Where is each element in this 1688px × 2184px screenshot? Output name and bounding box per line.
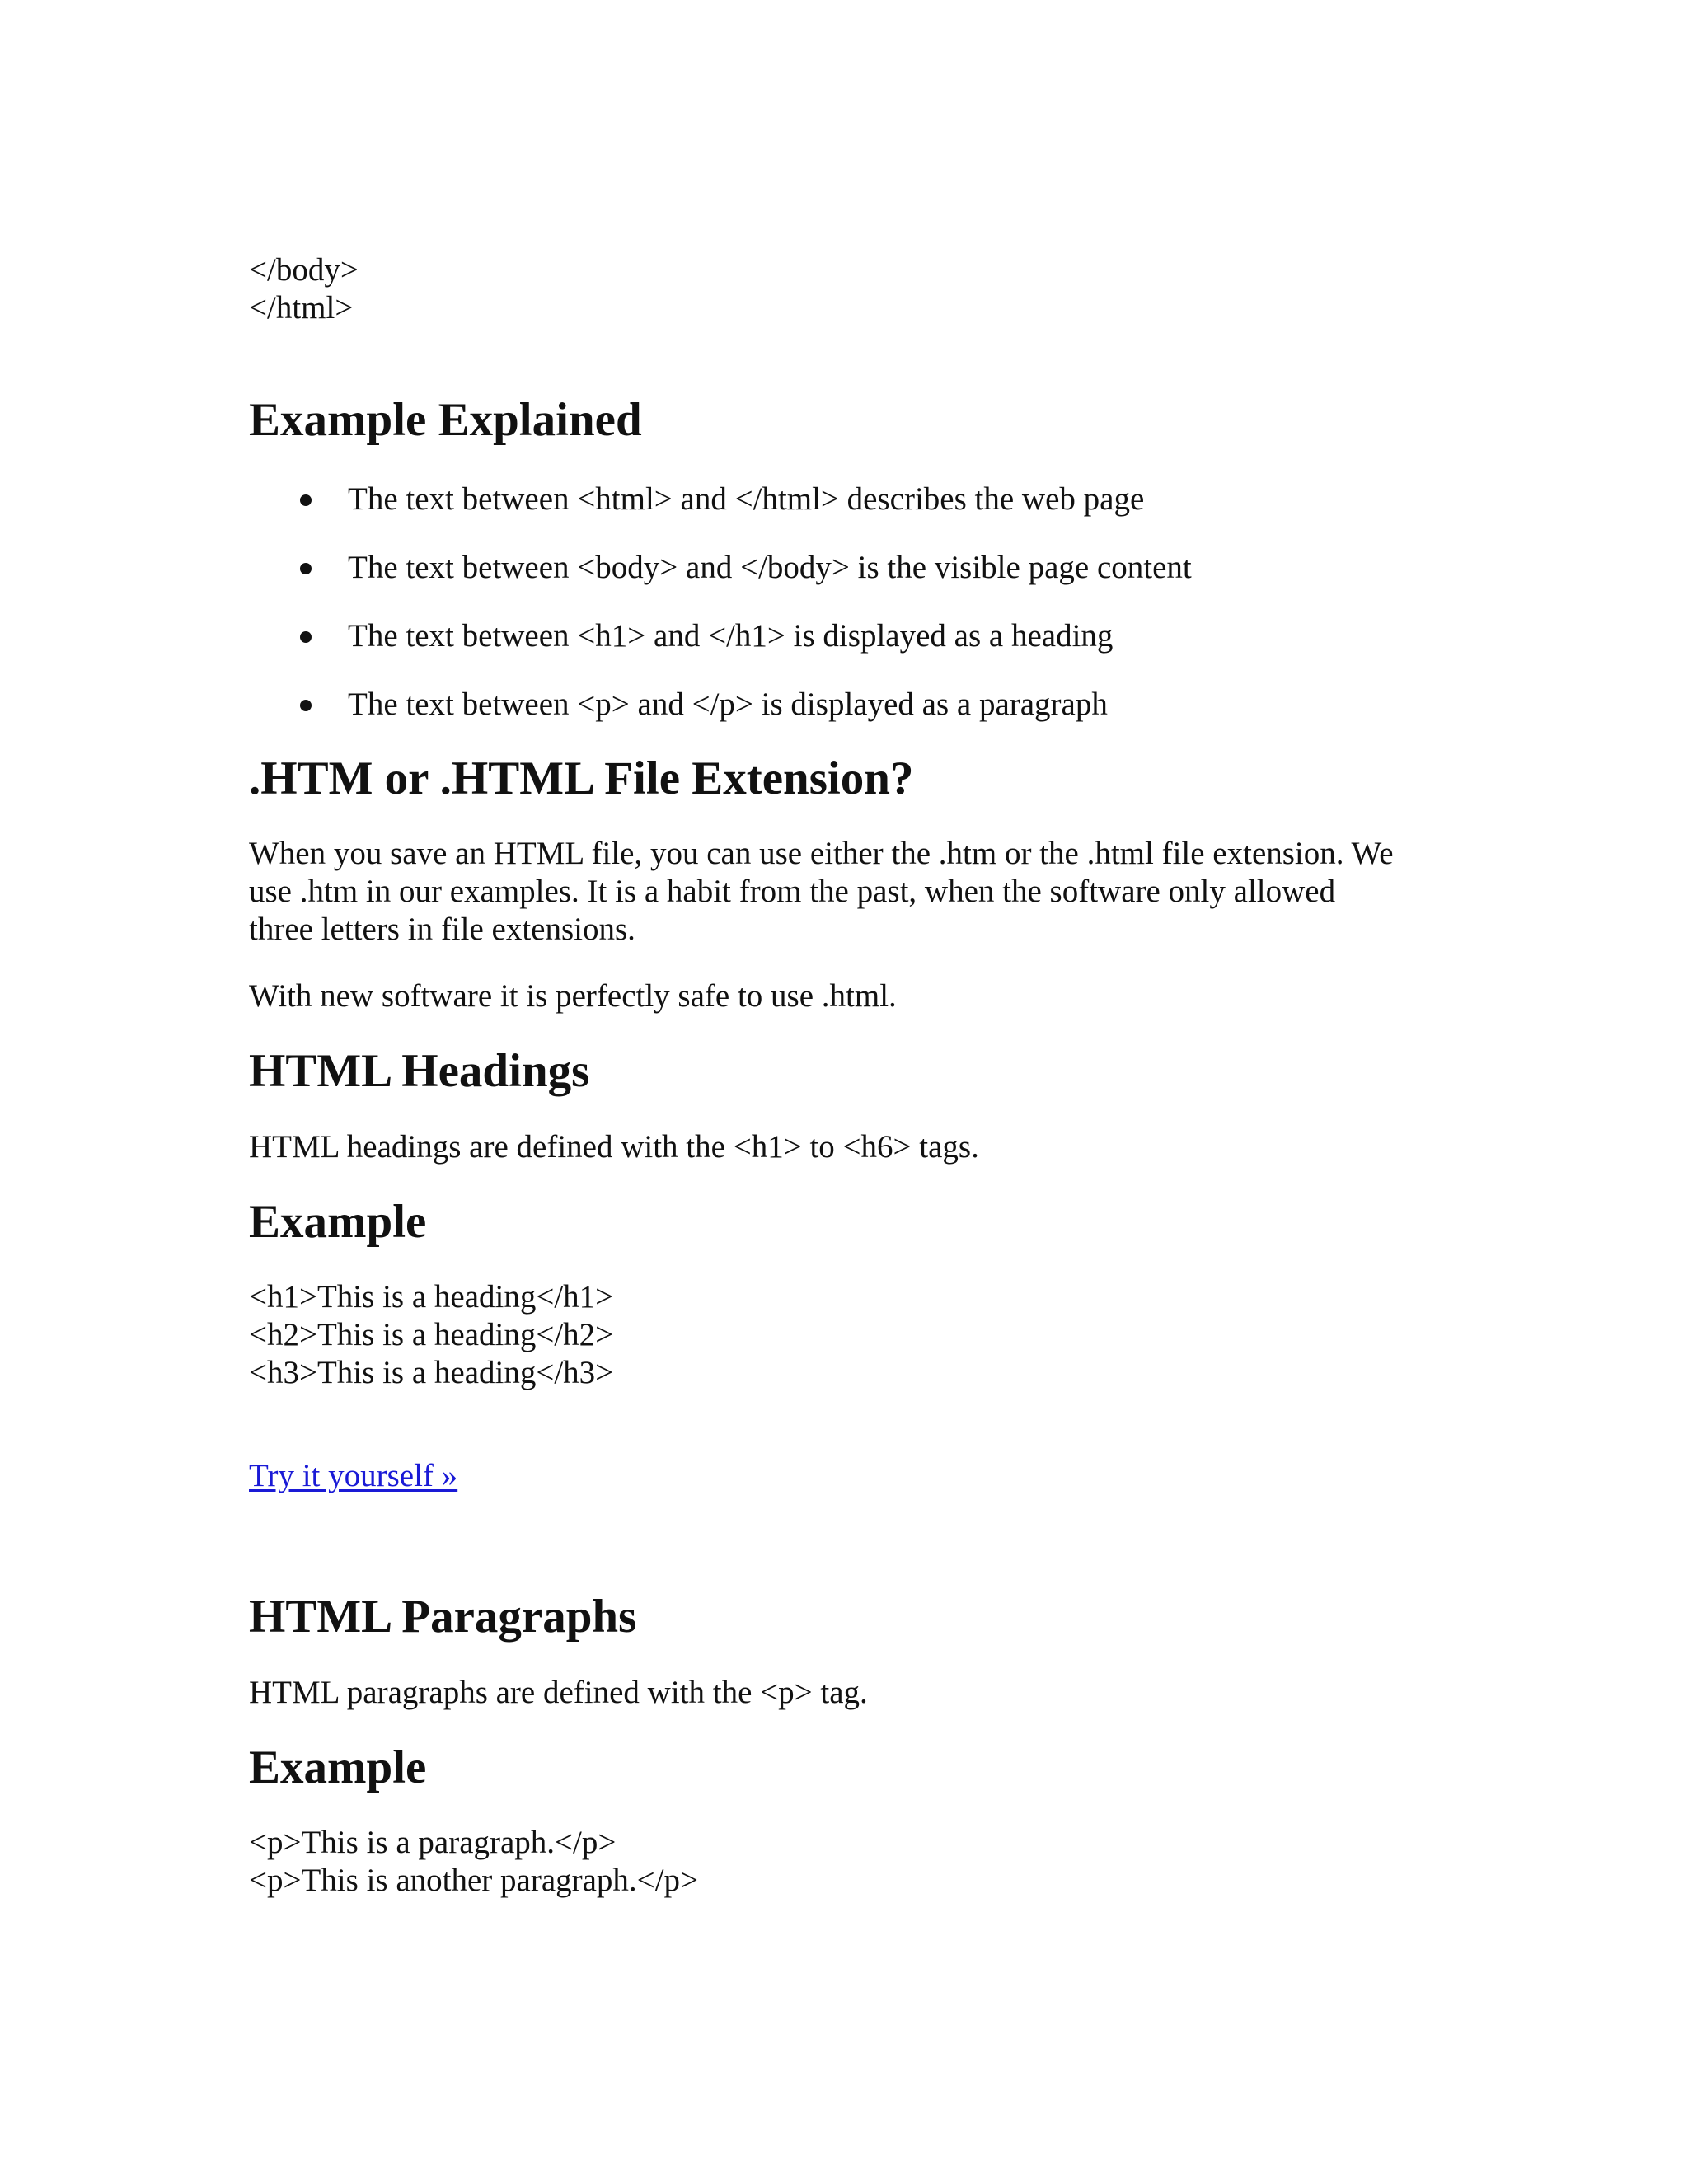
code-line: <p>This is another paragraph.</p>: [249, 1863, 699, 1898]
code-line: <p>This is a paragraph.</p>: [249, 1825, 617, 1860]
code-line: <h2>This is a heading</h2>: [249, 1317, 614, 1352]
paragraph-line: use .htm in our examples. It is a habit from the past, when the software only allowed: [249, 874, 1336, 909]
bullet-icon: [300, 563, 312, 574]
code-line: </body>: [249, 252, 359, 288]
code-line: <h3>This is a heading</h3>: [249, 1355, 614, 1390]
list-item-text: The text between <p> and </p> is displayed as a paragraph: [348, 687, 1108, 722]
paragraph: HTML paragraphs are defined with the <p> tag.: [249, 1675, 868, 1710]
paragraph-line: When you save an HTML file, you can use either the .htm or the .html file extension. We: [249, 836, 1394, 871]
list-item-text: The text between <html> and </html> describes the web page: [348, 481, 1145, 517]
list-item-text: The text between <body> and </body> is the visible page content: [348, 550, 1192, 585]
bullet-icon: [300, 494, 312, 506]
example-heading: Example: [249, 1741, 427, 1793]
section-heading-html-headings: HTML Headings: [249, 1045, 590, 1097]
paragraph: With new software it is perfectly safe to use .html.: [249, 978, 897, 1014]
paragraph: HTML headings are defined with the <h1> to <h6> tags.: [249, 1129, 979, 1165]
section-heading-file-extension: .HTM or .HTML File Extension?: [249, 752, 914, 804]
section-heading-html-paragraphs: HTML Paragraphs: [249, 1591, 637, 1643]
code-line: </html>: [249, 290, 354, 326]
section-heading-example-explained: Example Explained: [249, 394, 642, 446]
paragraph-line: three letters in file extensions.: [249, 912, 635, 947]
try-it-yourself-link[interactable]: Try it yourself »: [249, 1458, 458, 1493]
bullet-icon: [300, 700, 312, 711]
code-line: <h1>This is a heading</h1>: [249, 1279, 614, 1315]
example-heading: Example: [249, 1196, 427, 1248]
bullet-icon: [300, 631, 312, 643]
list-item-text: The text between <h1> and </h1> is displayed as a heading: [348, 618, 1114, 654]
